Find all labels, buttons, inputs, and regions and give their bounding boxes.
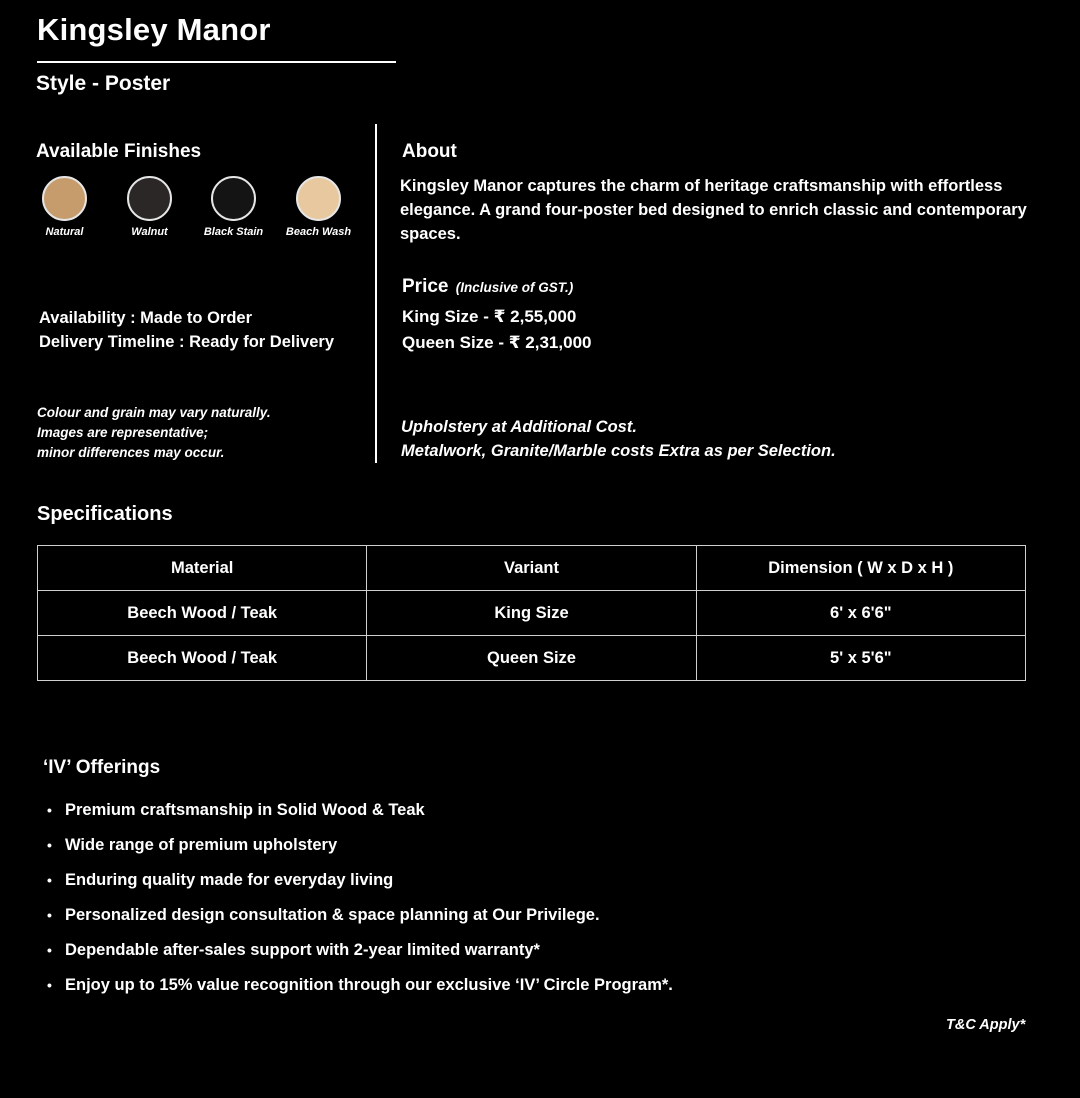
bullet-icon: • bbox=[47, 872, 52, 888]
table-cell: Beech Wood / Teak bbox=[38, 636, 367, 681]
bullet-icon: • bbox=[47, 977, 52, 993]
bullet-icon: • bbox=[47, 907, 52, 923]
table-row bbox=[38, 636, 1026, 681]
list-item bbox=[47, 937, 673, 972]
table-cell: Queen Size bbox=[367, 636, 696, 681]
price-heading bbox=[402, 276, 573, 298]
price-gst-note: (Inclusive of GST.) bbox=[455, 280, 574, 295]
disclaimer-line: Images are representative; bbox=[37, 425, 209, 440]
price-king: King Size - ₹ 2,55,000 bbox=[402, 307, 577, 326]
offering-text: Enduring quality made for everyday living bbox=[65, 871, 394, 889]
vertical-divider bbox=[375, 124, 377, 463]
extras-note bbox=[401, 415, 836, 463]
bullet-icon: • bbox=[47, 837, 52, 853]
terms-note: T&C Apply* bbox=[946, 1017, 1026, 1033]
finish-swatch-beach-wash[interactable] bbox=[276, 174, 361, 238]
finish-label: Walnut bbox=[131, 226, 168, 238]
availability-info bbox=[39, 306, 334, 354]
offerings-list bbox=[47, 797, 673, 1007]
specifications-table bbox=[37, 545, 1026, 681]
table-cell: 6' x 6'6" bbox=[696, 591, 1025, 636]
column-header: Dimension ( W x D x H ) bbox=[696, 546, 1025, 591]
finish-swatch-walnut[interactable] bbox=[107, 174, 192, 238]
table-header-row bbox=[38, 546, 1026, 591]
offering-text: Personalized design consultation & space planning at Our Privilege. bbox=[65, 906, 600, 924]
list-item bbox=[47, 832, 673, 867]
product-style: Style - Poster bbox=[36, 72, 171, 95]
finish-swatch-black-stain[interactable] bbox=[191, 174, 276, 238]
finishes-heading: Available Finishes bbox=[36, 141, 202, 162]
disclaimer-line: Colour and grain may vary naturally. bbox=[37, 405, 271, 420]
about-text: Kingsley Manor captures the charm of heritage craftsmanship with effortless elegance. A grand four-poster bed designed to enrich classic and contemporary spaces. bbox=[400, 177, 1027, 243]
table-cell: Beech Wood / Teak bbox=[38, 591, 367, 636]
bullet-icon: • bbox=[47, 942, 52, 958]
extras-line: Upholstery at Additional Cost. bbox=[401, 418, 637, 436]
finish-swatches bbox=[38, 174, 373, 244]
finish-label: Black Stain bbox=[203, 226, 264, 238]
column-header: Variant bbox=[367, 546, 696, 591]
offerings-heading: ‘IV’ Offerings bbox=[43, 757, 161, 778]
finish-color-circle bbox=[42, 176, 87, 221]
table-cell: 5' x 5'6" bbox=[696, 636, 1025, 681]
product-title: Kingsley Manor bbox=[37, 12, 271, 47]
disclaimer-note bbox=[37, 403, 271, 463]
price-queen: Queen Size - ₹ 2,31,000 bbox=[402, 333, 592, 352]
specifications-heading: Specifications bbox=[37, 503, 173, 525]
title-underline bbox=[37, 61, 396, 63]
table-cell: King Size bbox=[367, 591, 696, 636]
about-heading: About bbox=[402, 141, 457, 162]
offering-text: Enjoy up to 15% value recognition through our exclusive ‘IV’ Circle Program*. bbox=[65, 976, 673, 994]
finish-label: Beach Wash bbox=[285, 226, 352, 238]
finish-swatch-natural[interactable] bbox=[22, 174, 107, 238]
offering-text: Premium craftsmanship in Solid Wood & Teak bbox=[65, 801, 425, 819]
availability-line: Availability : Made to Order bbox=[39, 309, 253, 327]
list-item bbox=[47, 902, 673, 937]
list-item bbox=[47, 797, 673, 832]
table-row bbox=[38, 591, 1026, 636]
bullet-icon: • bbox=[47, 802, 52, 818]
finish-color-circle bbox=[127, 176, 172, 221]
offering-text: Wide range of premium upholstery bbox=[65, 836, 338, 854]
finish-label: Natural bbox=[45, 226, 84, 238]
disclaimer-line: minor differences may occur. bbox=[37, 445, 225, 460]
finish-color-circle bbox=[296, 176, 341, 221]
delivery-line: Delivery Timeline : Ready for Delivery bbox=[39, 333, 334, 351]
extras-line: Metalwork, Granite/Marble costs Extra as per Selection. bbox=[401, 442, 836, 460]
list-item bbox=[47, 972, 673, 1007]
offering-text: Dependable after-sales support with 2-year limited warranty* bbox=[65, 941, 540, 959]
finish-color-circle bbox=[211, 176, 256, 221]
column-header: Material bbox=[38, 546, 367, 591]
list-item bbox=[47, 867, 673, 902]
price-label: Price bbox=[402, 276, 449, 297]
